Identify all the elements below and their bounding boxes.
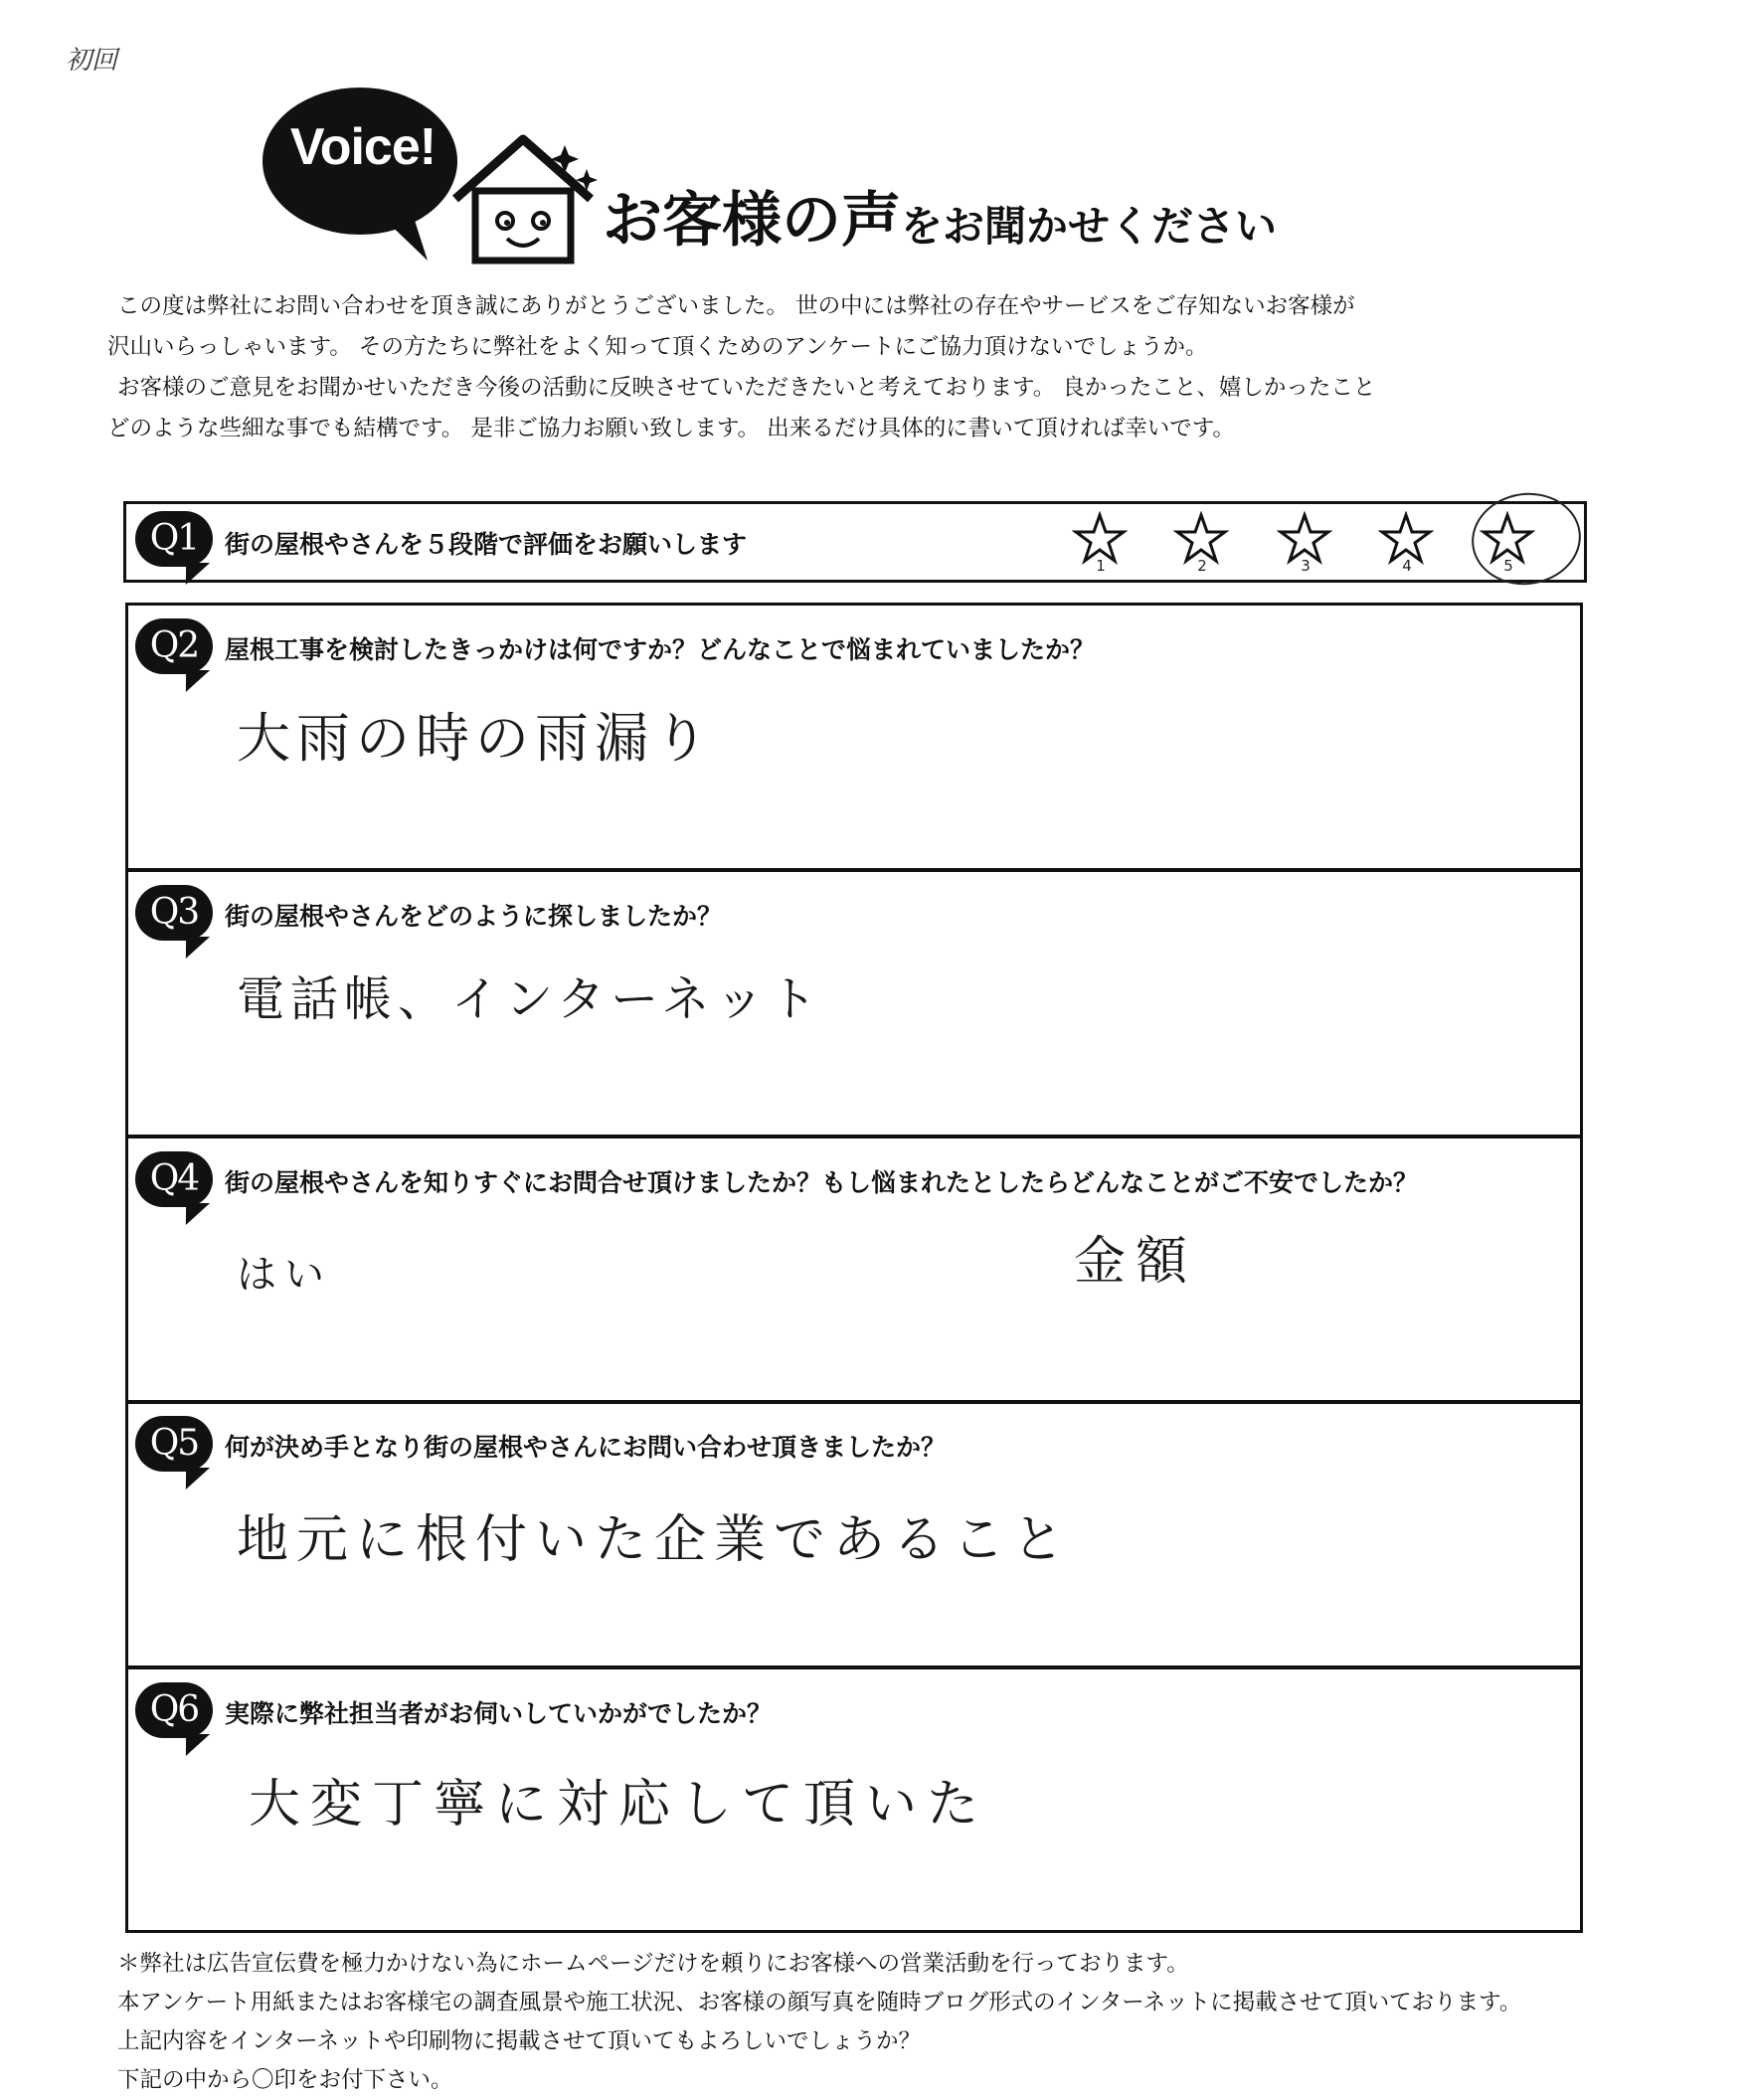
star-number: 1 bbox=[1096, 557, 1106, 575]
voice-label: Voice! bbox=[289, 118, 437, 176]
star-number: 3 bbox=[1301, 557, 1311, 575]
footer-notes bbox=[117, 1945, 1521, 2100]
intro-line: 沢山いらっしゃいます。 その方たちに弊社をよく知って頂くためのアンケートにご協力頂けないでしょうか。 bbox=[107, 334, 1208, 360]
intro-line: どのような些細な事でも結構です。 是非ご協力お願い致します。 出来るだけ具体的に書いて頂ければ幸いです。 bbox=[107, 416, 1235, 441]
q1-badge: Q1 bbox=[135, 511, 213, 567]
star-number: 2 bbox=[1197, 557, 1207, 575]
corner-note: 初回 bbox=[66, 46, 118, 76]
star-number: 5 bbox=[1503, 557, 1513, 575]
q2-badge: Q2 bbox=[135, 618, 213, 674]
footer-line: ＊弊社は広告宣伝費を極力かけない為にホームページだけを頼りにお客様への営業活動を行っております。 bbox=[117, 1951, 1189, 1977]
q4-text: 街の屋根やさんを知りすぐにお問合せ頂けましたか？もし悩まれたとしたらどんなことがご不安でしたか？ bbox=[225, 1168, 1419, 1197]
q2-answer: 大雨の時の雨漏り bbox=[237, 707, 714, 770]
q3-badge: Q3 bbox=[135, 885, 213, 941]
q3-text: 街の屋根やさんをどのように探しましたか？ bbox=[225, 902, 723, 931]
house-face-icon bbox=[445, 129, 605, 268]
q5-text: 何が決め手となり街の屋根やさんにお問い合わせ頂きましたか？ bbox=[225, 1433, 947, 1462]
footer-line: 上記内容をインターネットや印刷物に掲載させて頂いてもよろしいでしょうか？ bbox=[117, 2028, 921, 2054]
star-number: 4 bbox=[1402, 557, 1412, 575]
q6-badge: Q6 bbox=[135, 1682, 213, 1738]
q2-text: 屋根工事を検討したきっかけは何ですか？どんなことで悩まれていましたか？ bbox=[225, 635, 1096, 664]
intro-line: この度は弊社にお問い合わせを頂き誠にありがとうございました。 世の中には弊社の存在やサービスをご存知ないお客様が bbox=[117, 293, 1355, 319]
q5-answer: 地元に根付いた企業であること bbox=[237, 1510, 1073, 1570]
q3-answer: 電話帳、インターネット bbox=[237, 971, 823, 1027]
q4-badge: Q4 bbox=[135, 1151, 213, 1207]
q1-text: 街の屋根やさんを５段階で評価をお願いします bbox=[225, 530, 748, 559]
page-title: お客様の声をお聞かせください bbox=[603, 186, 1278, 256]
q5-badge: Q5 bbox=[135, 1416, 213, 1472]
intro-line: お客様のご意見をお聞かせいただき今後の活動に反映させていただきたいと考えております。 良かったこと、嬉しかったこと bbox=[117, 375, 1376, 401]
footer-line: 本アンケート用紙またはお客様宅の調査風景や施工状況、お客様の顔写真を随時ブログ形式のインターネットに掲載させて頂いております。 bbox=[117, 1990, 1522, 2015]
q4-answer-extra: 金額 bbox=[1074, 1232, 1198, 1292]
footer-line: 下記の中から〇印をお付下さい。 bbox=[117, 2067, 453, 2093]
q6-answer: 大変丁寧に対応して頂いた bbox=[249, 1775, 989, 1835]
q4-answer: はい bbox=[237, 1252, 332, 1298]
q6-text: 実際に弊社担当者がお伺いしていかがでしたか？ bbox=[225, 1699, 773, 1728]
intro-text bbox=[107, 286, 1609, 449]
